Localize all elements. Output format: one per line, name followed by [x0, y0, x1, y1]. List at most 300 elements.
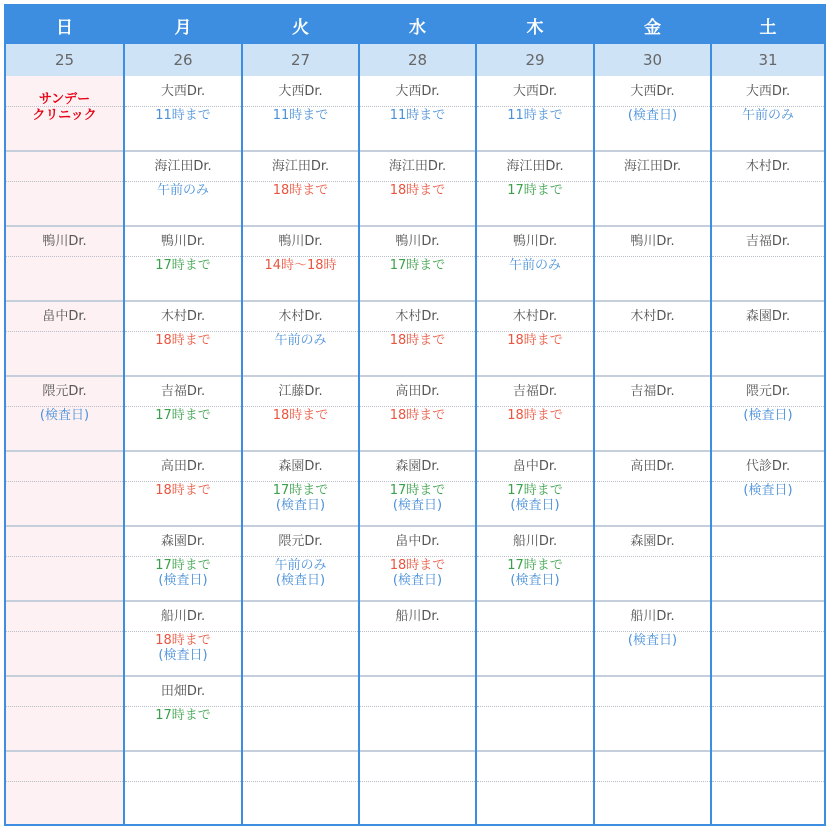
schedule-cell[interactable] — [360, 601, 475, 676]
doctor-name: 鴨川Dr. — [395, 234, 440, 249]
date-label: 30 — [595, 44, 710, 76]
cell-divider-dotted — [6, 556, 123, 557]
note-line: (検査日) — [392, 498, 443, 513]
row-divider — [6, 525, 824, 527]
cell-divider-dotted — [125, 781, 241, 782]
weekday-header: 水 — [360, 6, 475, 44]
schedule-cell[interactable] — [243, 301, 358, 376]
schedule-cell[interactable] — [6, 676, 123, 751]
cell-divider-dotted — [6, 706, 123, 707]
note-line: 午前のみ — [508, 258, 561, 273]
doctor-name: 高田Dr. — [160, 459, 206, 474]
cell-divider-dotted — [595, 481, 710, 482]
weekday-header: 月 — [125, 6, 241, 44]
schedule-cell[interactable] — [6, 151, 123, 226]
cell-divider-dotted — [712, 181, 824, 182]
cell-divider-dotted — [6, 181, 123, 182]
schedule-cell[interactable] — [243, 526, 358, 601]
cell-divider-dotted — [243, 331, 358, 332]
doctor-name: 森園Dr. — [278, 459, 323, 474]
cell-divider-dotted — [6, 631, 123, 632]
cell-divider-dotted — [595, 631, 710, 632]
hours-note — [243, 483, 358, 513]
schedule-cell[interactable] — [125, 751, 241, 826]
cell-divider-dotted — [477, 706, 593, 707]
note-line: 18時まで — [507, 333, 563, 348]
doctor-name: 木村Dr. — [745, 159, 791, 174]
schedule-cell[interactable] — [712, 601, 824, 676]
hours-note — [712, 408, 824, 423]
schedule-cell[interactable] — [243, 601, 358, 676]
row-divider — [6, 300, 824, 302]
weekday-header: 日 — [6, 6, 123, 44]
doctor-name: 田畑Dr. — [160, 684, 206, 699]
note-line: 18時まで — [155, 333, 211, 348]
schedule-cell[interactable] — [360, 76, 475, 151]
column-divider — [123, 6, 125, 824]
note-line: (検査日) — [158, 648, 208, 663]
note-line: 18時まで — [155, 633, 211, 648]
doctor-name — [6, 680, 123, 704]
date-label: 28 — [360, 44, 475, 76]
schedule-cell[interactable] — [477, 676, 593, 751]
hours-note — [712, 108, 824, 123]
weekday-header: 火 — [243, 6, 358, 44]
doctor-name: 海江田Dr. — [271, 159, 330, 174]
note-line: (検査日) — [627, 633, 678, 648]
cell-divider-dotted — [360, 481, 475, 482]
doctor-name: 高田Dr. — [630, 459, 675, 474]
note-line: 17時まで — [389, 483, 446, 498]
schedule-cell[interactable] — [243, 451, 358, 526]
hours-note — [477, 258, 593, 273]
schedule-cell[interactable] — [477, 751, 593, 826]
doctor-name — [477, 755, 593, 779]
note-line: 18時まで — [389, 408, 446, 423]
cell-divider-dotted — [360, 331, 475, 332]
hours-note — [360, 333, 475, 348]
row-divider — [6, 750, 824, 752]
schedule-cell[interactable] — [595, 376, 710, 451]
cell-divider-dotted — [595, 256, 710, 257]
doctor-name: 大西Dr. — [160, 84, 206, 99]
cell-divider-dotted — [6, 406, 123, 407]
cell-divider-dotted — [360, 181, 475, 182]
schedule-cell[interactable] — [595, 226, 710, 301]
schedule-cell[interactable] — [595, 76, 710, 151]
doctor-name — [6, 605, 123, 629]
doctor-name: 海江田Dr. — [506, 159, 564, 174]
schedule-cell[interactable] — [243, 151, 358, 226]
cell-divider-dotted — [477, 181, 593, 182]
note-line: 18時まで — [272, 183, 329, 198]
doctor-name — [712, 530, 824, 554]
hours-note — [125, 183, 241, 198]
cell-divider-dotted — [712, 781, 824, 782]
cell-divider-dotted — [6, 781, 123, 782]
schedule-cell[interactable] — [712, 301, 824, 376]
schedule-cell[interactable] — [477, 526, 593, 601]
hours-note — [125, 633, 241, 663]
cell-divider-dotted — [595, 781, 710, 782]
row-divider — [6, 600, 824, 602]
cell-divider-dotted — [6, 106, 123, 107]
cell-divider-dotted — [477, 406, 593, 407]
schedule-cell[interactable] — [6, 301, 123, 376]
hours-note — [712, 483, 824, 498]
cell-divider-dotted — [360, 556, 475, 557]
schedule-cell[interactable] — [243, 376, 358, 451]
note-line: (検査日) — [510, 573, 560, 588]
cell-divider-dotted — [477, 106, 593, 107]
schedule-cell[interactable] — [360, 451, 475, 526]
doctor-name — [712, 605, 824, 629]
hours-note — [125, 483, 241, 498]
schedule-cell[interactable] — [595, 676, 710, 751]
cell-divider-dotted — [595, 556, 710, 557]
cell-divider-dotted — [125, 181, 241, 182]
schedule-cell[interactable] — [712, 151, 824, 226]
note-line: (検査日) — [275, 498, 326, 513]
weekday-header: 木 — [477, 6, 593, 44]
doctor-name: 畠中Dr. — [42, 309, 87, 324]
schedule-cell[interactable] — [477, 451, 593, 526]
schedule-cell[interactable] — [595, 451, 710, 526]
schedule-cell[interactable] — [125, 601, 241, 676]
doctor-name — [6, 455, 123, 479]
cell-divider-dotted — [6, 256, 123, 257]
doctor-name: 吉福Dr. — [630, 384, 675, 399]
doctor-name: 吉福Dr. — [512, 384, 558, 399]
doctor-name — [6, 530, 123, 554]
doctor-name: 隈元Dr. — [278, 534, 323, 549]
schedule-cell[interactable] — [712, 226, 824, 301]
cell-divider-dotted — [477, 256, 593, 257]
schedule-cell[interactable] — [125, 526, 241, 601]
doctor-name — [6, 155, 123, 179]
schedule-cell[interactable] — [477, 226, 593, 301]
cell-divider-dotted — [360, 706, 475, 707]
clinic-label: クリニック — [32, 108, 97, 123]
doctor-name — [595, 755, 710, 779]
hours-note — [243, 183, 358, 198]
cell-divider-dotted — [595, 106, 710, 107]
column-divider — [710, 6, 712, 824]
schedule-cell[interactable] — [595, 526, 710, 601]
row-divider — [6, 150, 824, 152]
row-divider — [6, 225, 824, 227]
schedule-cell[interactable] — [6, 601, 123, 676]
cell-divider-dotted — [712, 406, 824, 407]
doctor-name — [243, 680, 358, 704]
schedule-cell[interactable] — [125, 451, 241, 526]
row-divider — [6, 450, 824, 452]
note-line: 17時まで — [507, 183, 563, 198]
doctor-name: 畠中Dr. — [395, 534, 440, 549]
note-line: 17時まで — [155, 708, 211, 723]
note-line: 18時まで — [272, 408, 329, 423]
hours-note — [125, 258, 241, 273]
schedule-cell[interactable] — [360, 151, 475, 226]
hours-note — [477, 408, 593, 423]
schedule-cell[interactable] — [595, 751, 710, 826]
note-line: 午前のみ — [274, 333, 327, 348]
cell-divider-dotted — [477, 631, 593, 632]
schedule-cell[interactable] — [360, 676, 475, 751]
doctor-name — [243, 605, 358, 629]
cell-divider-dotted — [360, 631, 475, 632]
schedule-cell[interactable] — [125, 151, 241, 226]
cell-divider-dotted — [360, 406, 475, 407]
note-line: 14時〜18時 — [264, 258, 337, 273]
doctor-name: 船川Dr. — [512, 534, 558, 549]
doctor-name — [712, 680, 824, 704]
note-line: 17時まで — [155, 408, 211, 423]
hours-note — [595, 633, 710, 648]
schedule-cell[interactable] — [595, 601, 710, 676]
cell-divider-dotted — [243, 481, 358, 482]
schedule-calendar — [4, 4, 826, 826]
schedule-cell[interactable] — [243, 751, 358, 826]
doctor-name — [477, 605, 593, 629]
note-line: 18時まで — [155, 483, 211, 498]
cell-divider-dotted — [125, 631, 241, 632]
note-line: 17時まで — [155, 558, 211, 573]
cell-divider-dotted — [712, 106, 824, 107]
schedule-cell[interactable] — [477, 151, 593, 226]
doctor-name: 鴨川Dr. — [630, 234, 675, 249]
note-line: 18時まで — [389, 333, 446, 348]
schedule-cell[interactable] — [712, 676, 824, 751]
cell-divider-dotted — [125, 556, 241, 557]
column-divider — [358, 6, 360, 824]
cell-divider-dotted — [125, 706, 241, 707]
cell-divider-dotted — [712, 556, 824, 557]
cell-divider-dotted — [243, 181, 358, 182]
schedule-cell[interactable] — [712, 376, 824, 451]
doctor-name — [712, 755, 824, 779]
hours-note — [360, 558, 475, 588]
doctor-name: 隈元Dr. — [42, 384, 87, 399]
note-line: (検査日) — [392, 573, 443, 588]
cell-divider-dotted — [360, 781, 475, 782]
date-label: 26 — [125, 44, 241, 76]
doctor-name: 高田Dr. — [395, 384, 440, 399]
note-line: 午前のみ — [741, 108, 794, 123]
schedule-cell[interactable] — [243, 676, 358, 751]
cell-divider-dotted — [125, 406, 241, 407]
cell-divider-dotted — [595, 331, 710, 332]
doctor-name: 鴨川Dr. — [42, 234, 87, 249]
hours-note — [6, 92, 123, 124]
column-divider — [593, 6, 595, 824]
cell-divider-dotted — [712, 256, 824, 257]
row-divider — [6, 675, 824, 677]
weekday-header: 金 — [595, 6, 710, 44]
schedule-cell[interactable] — [477, 301, 593, 376]
note-line: 17時まで — [272, 483, 329, 498]
cell-divider-dotted — [6, 331, 123, 332]
schedule-cell[interactable] — [125, 226, 241, 301]
note-line: 11時まで — [155, 108, 211, 123]
schedule-cell[interactable] — [6, 226, 123, 301]
doctor-name: 木村Dr. — [160, 309, 206, 324]
doctor-name: 海江田Dr. — [623, 159, 682, 174]
doctor-name: 吉福Dr. — [160, 384, 206, 399]
cell-divider-dotted — [477, 781, 593, 782]
doctor-name: 船川Dr. — [160, 609, 206, 624]
doctor-name: 鴨川Dr. — [160, 234, 206, 249]
doctor-name: 畠中Dr. — [512, 459, 558, 474]
schedule-cell[interactable] — [6, 751, 123, 826]
cell-divider-dotted — [243, 706, 358, 707]
cell-divider-dotted — [712, 331, 824, 332]
note-line: 午前のみ — [274, 558, 327, 573]
doctor-name: 船川Dr. — [630, 609, 675, 624]
note-line: 17時まで — [507, 483, 563, 498]
cell-divider-dotted — [243, 781, 358, 782]
hours-note — [360, 258, 475, 273]
note-line: (検査日) — [158, 573, 208, 588]
note-line: 11時まで — [507, 108, 563, 123]
date-label: 31 — [712, 44, 824, 76]
hours-note — [125, 408, 241, 423]
schedule-cell[interactable] — [712, 751, 824, 826]
clinic-label: サンデー — [38, 92, 91, 107]
schedule-cell[interactable] — [360, 226, 475, 301]
schedule-cell[interactable] — [477, 76, 593, 151]
doctor-name — [360, 755, 475, 779]
schedule-cell[interactable] — [360, 301, 475, 376]
hours-note — [125, 108, 241, 123]
date-label: 29 — [477, 44, 593, 76]
doctor-name: 代診Dr. — [745, 459, 791, 474]
schedule-cell[interactable] — [712, 526, 824, 601]
schedule-cell[interactable] — [477, 601, 593, 676]
cell-divider-dotted — [595, 406, 710, 407]
schedule-cell[interactable] — [243, 226, 358, 301]
doctor-name: 大西Dr. — [745, 84, 791, 99]
schedule-cell[interactable] — [6, 451, 123, 526]
hours-note — [360, 108, 475, 123]
cell-divider-dotted — [125, 256, 241, 257]
note-line: 18時まで — [507, 408, 563, 423]
cell-divider-dotted — [595, 706, 710, 707]
date-label: 25 — [6, 44, 123, 76]
hours-note — [125, 333, 241, 348]
hours-note — [477, 483, 593, 513]
hours-note — [360, 483, 475, 513]
hours-note — [243, 333, 358, 348]
cell-divider-dotted — [243, 406, 358, 407]
doctor-name: 木村Dr. — [278, 309, 323, 324]
doctor-name: 鴨川Dr. — [512, 234, 558, 249]
schedule-cell[interactable] — [360, 751, 475, 826]
schedule-cell[interactable] — [6, 376, 123, 451]
cell-divider-dotted — [477, 331, 593, 332]
doctor-name: 大西Dr. — [512, 84, 558, 99]
doctor-name: 吉福Dr. — [745, 234, 791, 249]
cell-divider-dotted — [243, 106, 358, 107]
date-label: 27 — [243, 44, 358, 76]
cell-divider-dotted — [477, 481, 593, 482]
column-divider — [241, 6, 243, 824]
note-line: (検査日) — [627, 108, 678, 123]
hours-note — [477, 108, 593, 123]
cell-divider-dotted — [595, 181, 710, 182]
schedule-cell[interactable] — [595, 301, 710, 376]
schedule-cell[interactable] — [360, 526, 475, 601]
doctor-name: 大西Dr. — [395, 84, 440, 99]
hours-note — [243, 408, 358, 423]
hours-note — [243, 558, 358, 588]
doctor-name: 大西Dr. — [278, 84, 323, 99]
hours-note — [243, 108, 358, 123]
cell-divider-dotted — [243, 631, 358, 632]
schedule-cell[interactable] — [360, 376, 475, 451]
hours-note — [125, 708, 241, 723]
hours-note — [243, 258, 358, 273]
hours-note — [125, 558, 241, 588]
schedule-cell[interactable] — [125, 76, 241, 151]
schedule-cell[interactable] — [125, 301, 241, 376]
doctor-name — [360, 680, 475, 704]
doctor-name: 木村Dr. — [512, 309, 558, 324]
hours-note — [360, 408, 475, 423]
schedule-cell[interactable] — [125, 376, 241, 451]
schedule-cell[interactable] — [712, 451, 824, 526]
cell-divider-dotted — [712, 631, 824, 632]
doctor-name: 海江田Dr. — [154, 159, 212, 174]
note-line: 17時まで — [507, 558, 563, 573]
hours-note — [477, 183, 593, 198]
note-line: (検査日) — [743, 408, 793, 423]
doctor-name: 江藤Dr. — [278, 384, 323, 399]
doctor-name: 木村Dr. — [395, 309, 440, 324]
schedule-cell[interactable] — [243, 76, 358, 151]
hours-note — [477, 333, 593, 348]
note-line: (検査日) — [743, 483, 793, 498]
column-divider — [475, 6, 477, 824]
doctor-name — [125, 755, 241, 779]
note-line: (検査日) — [510, 498, 560, 513]
doctor-name: 森園Dr. — [630, 534, 675, 549]
cell-divider-dotted — [125, 331, 241, 332]
hours-note — [477, 558, 593, 588]
doctor-name: 船川Dr. — [395, 609, 440, 624]
doctor-name: 森園Dr. — [395, 459, 440, 474]
cell-divider-dotted — [243, 556, 358, 557]
doctor-name — [243, 755, 358, 779]
doctor-name — [595, 680, 710, 704]
schedule-cell[interactable] — [125, 676, 241, 751]
hours-note — [595, 108, 710, 123]
row-divider — [6, 375, 824, 377]
note-line: 17時まで — [389, 258, 446, 273]
hours-note — [360, 183, 475, 198]
schedule-cell[interactable] — [477, 376, 593, 451]
note-line: 17時まで — [155, 258, 211, 273]
cell-divider-dotted — [6, 481, 123, 482]
schedule-cell[interactable] — [595, 151, 710, 226]
schedule-cell[interactable] — [6, 526, 123, 601]
doctor-name: 鴨川Dr. — [278, 234, 323, 249]
schedule-cell[interactable] — [712, 76, 824, 151]
doctor-name — [477, 680, 593, 704]
note-line: 11時まで — [389, 108, 446, 123]
schedule-cell[interactable] — [6, 76, 123, 151]
note-line: 18時まで — [389, 183, 446, 198]
